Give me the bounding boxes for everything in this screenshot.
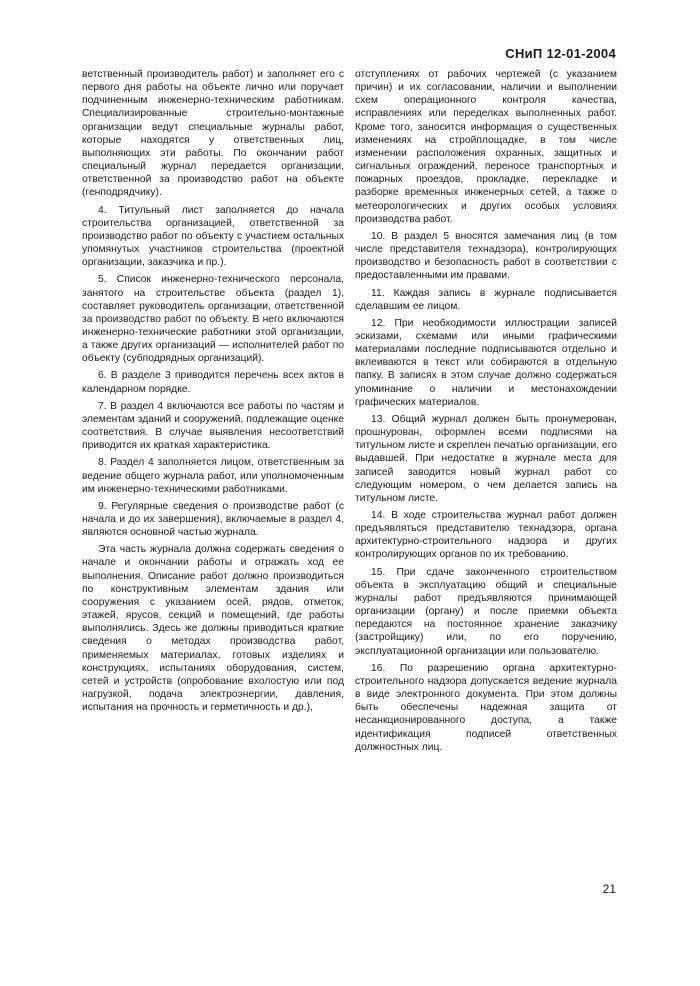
paragraph-item-9-detail: Эта часть журнала должна содержать сведения о начале и окончании работы и отражать ход ее выполнения. Описание работ должно производиться по конструктивным элементам здания или сооружения с указанием осей, рядов, отметок, этажей, ярусов, секций и помещений, где работы выполнялись. Здесь же должны приводиться краткие сведения о методах производства работ, применяемых материалах, готовых изделиях и конструкциях, испытаниях оборудования, систем, сетей и устройств (опробование вхолостую или под нагрузкой, подача электроэнергии, давления, испытания на прочность и герметичность и др.), — [82, 544, 344, 714]
paragraph-continuation: отступлениях от рабочих чертежей (с указанием причин) и их согласовании, наличии и выполнении схем операционного контроля качества, исправлениях или переделках выполненных работ. Кроме того, заносится информация о существенных изменениях на стройплощадке, в том числе изменении расположения охранных, защитных и сигнальных ограждений, переносе транспортных и пожарных проездов, прокладке, перекладке и разборке временных инженерных сетей, а также о метеорологических и других особых условиях производства работ. — [355, 69, 617, 225]
paragraph-item-11: 11. Каждая запись в журнале подписывается сделавшим ее лицом. — [355, 287, 617, 312]
paragraph-item-4: 4. Титульный лист заполняется до начала строительства организацией, ответственной за производство работ по объекту с участием остальных упомянутых участников строительства (проектной организации, заказчика и пр.). — [82, 204, 344, 269]
paragraph-item-15: 15. При сдаче законченного строительством объекта в эксплуатацию общий и специальные журналы работ предъявляются принимающей организации (органу) и после приемки объекта передаются на постоянное хранение заказчику (застройщику) или, по его поручению, эксплуатационной организации или пользователю. — [355, 566, 617, 657]
paragraph-item-10: 10. В раздел 5 вносятся замечания лиц (в том числе представителя технадзора), контролирующих производство и безопасность работ в соответствии с предоставленными им правами. — [355, 230, 617, 282]
left-text-column — [82, 68, 344, 718]
paragraph-item-13: 13. Общий журнал должен быть пронумерован, прошнурован, оформлен всеми подписями на титульном листе и скреплен печатью организации, его выдавшей. При недостатке в журнале места для записей заводится новый журнал работ со следующим номером, о чем делается запись на титульном листе. — [355, 413, 617, 504]
paragraph-item-12: 12. При необходимости иллюстрации записей эскизами, схемами или иными графическими материалами последние подписываются отдельно и вклеиваются в текст или собираются в отдельную папку. В записях в этом случае должно содержаться упоминание о наличии и местонахождении графических материалов. — [355, 317, 617, 408]
paragraph-continuation: ветственный производитель работ) и заполняет его с первого дня работы на объекте лично или поручает подчиненным инженерно-техническим работникам. Специализированные строительно-монтажные организации ведут специальные журналы работ, которые находятся у ответственных лиц, выполняющих эти работы. По окончании работ специальный журнал передается организации, ответственной за производство работ на объекте (генподрядчику). — [82, 69, 344, 199]
document-code: СНиП 12-01-2004 — [505, 46, 616, 61]
page-number: 21 — [602, 882, 616, 896]
right-text-column — [355, 68, 617, 758]
paragraph-item-6: 6. В разделе 3 приводится перечень всех актов в календарном порядке. — [82, 370, 344, 395]
paragraph-item-8: 8. Раздел 4 заполняется лицом, ответственным за ведение общего журнала работ, или уполномоченным им инженерно-техническими работниками. — [82, 457, 344, 495]
paragraph-item-16: 16. По разрешению органа архитектурно-строительного надзора допускается ведение журнала в виде электронного документа. При этом должны быть обеспечены надежная защита от несанкционированного доступа, а также идентификация подписей ответственных должностных лиц. — [355, 662, 617, 753]
paragraph-item-14: 14. В ходе строительства журнал работ должен предъявляться представителю технадзора, органа архитектурно-строительного надзора и других контролирующих органов по их требованию. — [355, 510, 617, 561]
paragraph-item-7: 7. В раздел 4 включаются все работы по частям и элементам зданий и сооружений, подлежащие оценке соответствия. В случае выявления несоответствий приводится их краткая характеристика. — [82, 400, 344, 452]
paragraph-item-5: 5. Список инженерно-технического персонала, занятого на строительстве объекта (раздел 1), составляет руководитель организации, ответственной за производство работ по объекту. В него включаются инженерно-технические работники этой организации, а также других организаций — исполнителей работ по объекту (субподрядных организаций). — [82, 274, 344, 365]
paragraph-item-9: 9. Регулярные сведения о производстве работ (с начала и до их завершения), включаемые в раздел 4, являются основной частью журнала. — [82, 500, 344, 539]
